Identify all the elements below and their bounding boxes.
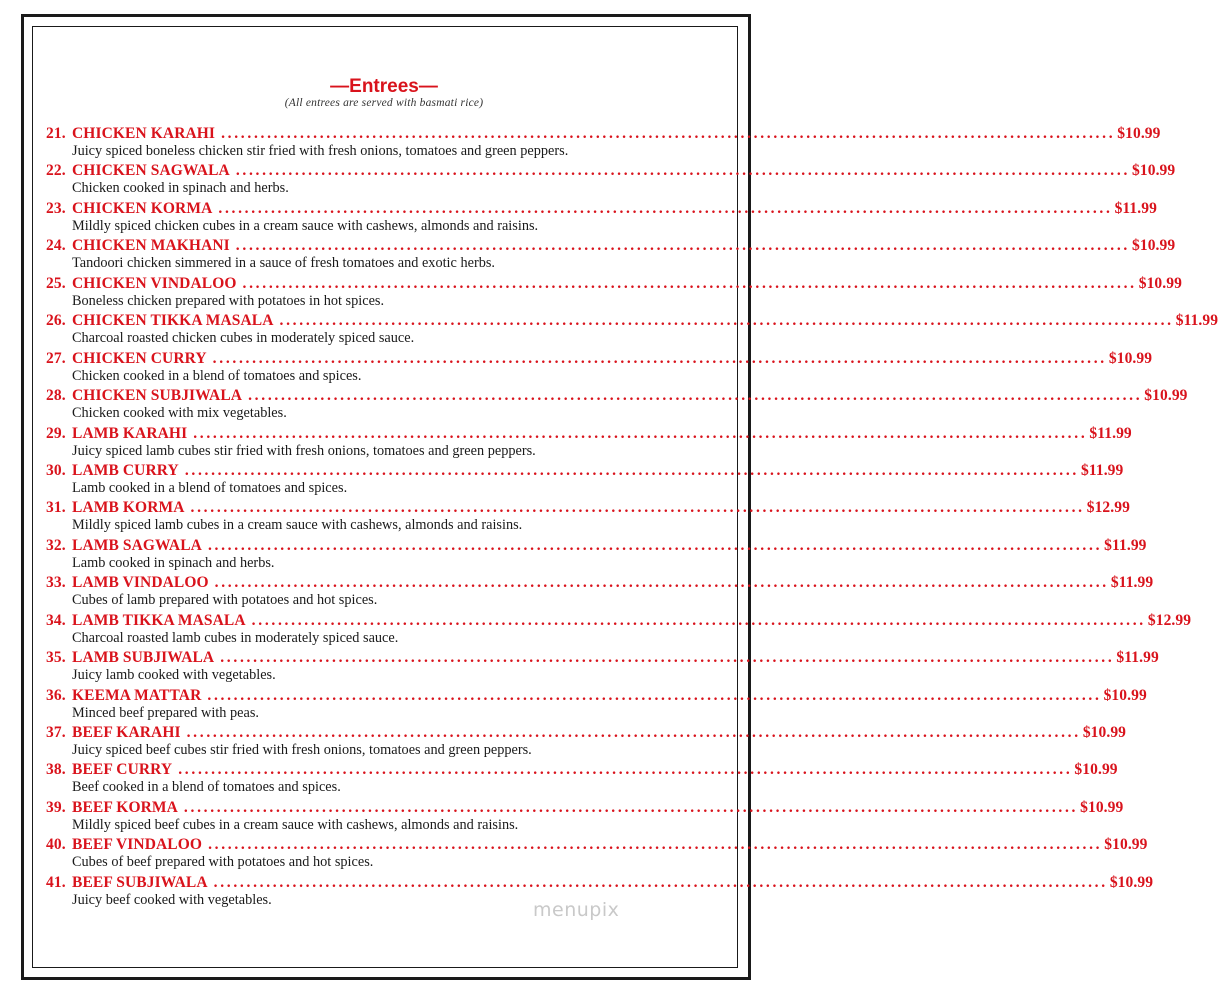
menu-item-header bbox=[46, 873, 1154, 892]
item-number: 23. bbox=[46, 199, 66, 217]
item-price: $10.99 bbox=[1109, 873, 1154, 891]
item-number: 31. bbox=[46, 499, 66, 517]
menu-item bbox=[46, 312, 1218, 349]
item-price: $10.99 bbox=[1104, 836, 1148, 854]
item-description: Mildly spiced chicken cubes in a cream sauce with cashews, almonds and raisins. bbox=[72, 217, 539, 234]
item-price: $10.99 bbox=[1103, 686, 1147, 704]
item-number: 36. bbox=[46, 686, 66, 704]
menu-item-header bbox=[46, 611, 1192, 630]
item-number: 29. bbox=[46, 424, 66, 442]
item-number: 22. bbox=[46, 162, 66, 180]
item-description: Cubes of beef prepared with potatoes and hot spices. bbox=[72, 854, 374, 871]
menu-item-header bbox=[46, 761, 1118, 779]
item-number: 26. bbox=[46, 312, 66, 330]
item-name: CHICKEN SAGWALA bbox=[72, 162, 230, 180]
watermark-logo: menupix bbox=[533, 899, 620, 921]
dot-leader: ........................................................................................................................................ bbox=[193, 424, 1088, 442]
item-price: $10.99 bbox=[1074, 761, 1118, 779]
menu-item-header bbox=[46, 162, 1176, 180]
item-name: LAMB KARAHI bbox=[72, 424, 188, 442]
item-price: $11.99 bbox=[1081, 461, 1124, 479]
item-price: $10.99 bbox=[1132, 237, 1176, 255]
menu-item-header bbox=[46, 836, 1148, 854]
dot-leader: ........................................................................................................................................ bbox=[213, 873, 1108, 891]
dot-leader: ........................................................................................................................................ bbox=[178, 761, 1073, 779]
dot-leader: ........................................................................................................................................ bbox=[221, 125, 1116, 142]
menu-item-header bbox=[46, 649, 1159, 667]
item-description: Cubes of lamb prepared with potatoes and hot spices. bbox=[72, 592, 378, 609]
item-number: 37. bbox=[46, 724, 66, 741]
item-description: Lamb cooked in spinach and herbs. bbox=[72, 554, 275, 571]
item-price: $11.99 bbox=[1116, 649, 1159, 667]
dot-leader: ........................................................................................................................................ bbox=[207, 686, 1102, 704]
dot-leader: ........................................................................................................................................ bbox=[251, 611, 1146, 629]
item-number: 27. bbox=[46, 349, 66, 367]
item-number: 39. bbox=[46, 798, 66, 816]
menu-item bbox=[46, 761, 1118, 798]
menu-item-header bbox=[46, 199, 1157, 218]
menu-item-header bbox=[46, 312, 1218, 330]
item-description: Chicken cooked in a blend of tomatoes and spices. bbox=[72, 367, 362, 384]
item-description: Boneless chicken prepared with potatoes in hot spices. bbox=[72, 292, 385, 309]
dot-leader: ........................................................................................................................................ bbox=[208, 836, 1103, 854]
item-number: 41. bbox=[46, 873, 66, 891]
menu-item bbox=[46, 836, 1148, 873]
item-price: $10.99 bbox=[1117, 125, 1161, 142]
menu-item-header bbox=[46, 724, 1127, 742]
item-number: 21. bbox=[46, 125, 66, 142]
item-price: $10.99 bbox=[1082, 724, 1127, 741]
item-name: KEEMA MATTAR bbox=[72, 686, 202, 704]
dot-leader: ........................................................................................................................................ bbox=[279, 312, 1174, 330]
item-name: BEEF VINDALOO bbox=[72, 836, 203, 854]
menu-item bbox=[46, 649, 1159, 686]
menu-item bbox=[46, 686, 1147, 724]
item-description: Juicy beef cooked with vegetables. bbox=[72, 891, 272, 908]
item-name: LAMB TIKKA MASALA bbox=[72, 611, 246, 629]
item-description: Beef cooked in a blend of tomatoes and spices. bbox=[72, 779, 341, 796]
item-description: Charcoal roasted lamb cubes in moderately spiced sauce. bbox=[72, 629, 399, 646]
dot-leader: ........................................................................................................................................ bbox=[220, 649, 1115, 667]
item-number: 40. bbox=[46, 836, 66, 854]
menu-item bbox=[46, 461, 1124, 499]
menu-item bbox=[46, 536, 1147, 574]
menu-item bbox=[46, 499, 1130, 536]
item-description: Mildly spiced lamb cubes in a cream sauce with cashews, almonds and raisins. bbox=[72, 517, 523, 534]
item-description: Juicy lamb cooked with vegetables. bbox=[72, 667, 276, 684]
item-number: 28. bbox=[46, 387, 66, 405]
menu-item-header bbox=[46, 387, 1188, 405]
dot-leader: ........................................................................................................................................ bbox=[190, 499, 1085, 517]
menu-item-header bbox=[46, 237, 1176, 255]
item-number: 30. bbox=[46, 461, 66, 479]
dot-leader: ........................................................................................................................................ bbox=[248, 387, 1143, 405]
menu-item bbox=[46, 387, 1188, 424]
item-name: BEEF SUBJIWALA bbox=[72, 873, 208, 891]
item-description: Juicy spiced boneless chicken stir fried with fresh onions, tomatoes and green peppers. bbox=[72, 143, 569, 159]
item-price: $10.99 bbox=[1080, 798, 1124, 816]
item-description: Juicy spiced lamb cubes stir fried with fresh onions, tomatoes and green peppers. bbox=[72, 442, 536, 459]
item-name: CHICKEN SUBJIWALA bbox=[72, 387, 243, 405]
entree-list bbox=[46, 125, 1218, 911]
item-description: Charcoal roasted chicken cubes in moderately spiced sauce. bbox=[72, 330, 415, 347]
menu-item bbox=[46, 349, 1153, 387]
item-number: 34. bbox=[46, 611, 66, 629]
item-description: Mildly spiced beef cubes in a cream sauce with cashews, almonds and raisins. bbox=[72, 816, 519, 833]
menu-item-header bbox=[46, 274, 1182, 293]
item-price: $11.99 bbox=[1175, 312, 1218, 330]
menu-item-header bbox=[46, 686, 1147, 705]
section-title: —Entrees— bbox=[330, 76, 438, 97]
dot-leader: ........................................................................................................................................ bbox=[218, 199, 1113, 217]
menu-item-header bbox=[46, 798, 1124, 817]
menu-item bbox=[46, 162, 1176, 199]
item-description: Chicken cooked with mix vegetables. bbox=[72, 405, 287, 422]
menu-item-header bbox=[46, 536, 1147, 555]
item-name: BEEF KARAHI bbox=[72, 724, 181, 741]
menu-item-header bbox=[46, 499, 1130, 517]
item-name: LAMB SAGWALA bbox=[72, 536, 202, 554]
menu-item-header bbox=[46, 349, 1153, 368]
item-name: CHICKEN KARAHI bbox=[72, 125, 216, 142]
dot-leader: ........................................................................................................................................ bbox=[212, 349, 1107, 367]
item-name: BEEF CURRY bbox=[72, 761, 173, 779]
item-name: CHICKEN CURRY bbox=[72, 349, 207, 367]
menu-item bbox=[46, 873, 1154, 911]
item-name: LAMB SUBJIWALA bbox=[72, 649, 215, 667]
item-price: $12.99 bbox=[1147, 611, 1192, 629]
item-number: 24. bbox=[46, 237, 66, 255]
dot-leader: ........................................................................................................................................ bbox=[183, 798, 1079, 816]
item-name: LAMB VINDALOO bbox=[72, 574, 209, 592]
item-price: $12.99 bbox=[1086, 499, 1130, 517]
item-name: CHICKEN MAKHANI bbox=[72, 237, 230, 255]
item-name: CHICKEN VINDALOO bbox=[72, 274, 237, 292]
item-name: BEEF KORMA bbox=[72, 798, 178, 816]
item-number: 25. bbox=[46, 274, 66, 292]
menu-item-header bbox=[46, 461, 1124, 480]
item-price: $11.99 bbox=[1114, 199, 1157, 217]
item-number: 35. bbox=[46, 649, 66, 667]
item-number: 38. bbox=[46, 761, 66, 779]
menu-item bbox=[46, 424, 1132, 462]
menu-item bbox=[46, 274, 1182, 312]
menu-item bbox=[46, 574, 1154, 611]
menu-item-header bbox=[46, 574, 1154, 592]
section-subtitle: (All entrees are served with basmati rice) bbox=[284, 97, 484, 109]
item-description: Juicy spiced beef cubes stir fried with fresh onions, tomatoes and green peppers. bbox=[72, 742, 532, 758]
item-price: $11.99 bbox=[1110, 574, 1154, 592]
dot-leader: ........................................................................................................................................ bbox=[242, 274, 1137, 292]
item-description: Tandoori chicken simmered in a sauce of fresh tomatoes and exotic herbs. bbox=[72, 255, 495, 272]
item-price: $11.99 bbox=[1089, 424, 1132, 442]
item-number: 32. bbox=[46, 536, 66, 554]
item-name: LAMB KORMA bbox=[72, 499, 185, 517]
menu-item bbox=[46, 237, 1176, 274]
item-price: $10.99 bbox=[1138, 274, 1182, 292]
item-price: $10.99 bbox=[1132, 162, 1176, 180]
dot-leader: ........................................................................................................................................ bbox=[184, 461, 1080, 479]
dot-leader: ........................................................................................................................................ bbox=[186, 724, 1081, 741]
item-name: CHICKEN TIKKA MASALA bbox=[72, 312, 274, 330]
dot-leader: ........................................................................................................................................ bbox=[235, 237, 1130, 255]
dot-leader: ........................................................................................................................................ bbox=[235, 162, 1131, 180]
menu-item bbox=[46, 199, 1157, 237]
menu-item bbox=[46, 125, 1161, 162]
menu-item-header bbox=[46, 424, 1132, 443]
item-description: Chicken cooked in spinach and herbs. bbox=[72, 180, 289, 197]
item-price: $10.99 bbox=[1108, 349, 1153, 367]
menu-item bbox=[46, 611, 1192, 649]
menu-item bbox=[46, 724, 1127, 761]
item-price: $10.99 bbox=[1144, 387, 1188, 405]
menu-item bbox=[46, 798, 1124, 836]
item-description: Minced beef prepared with peas. bbox=[72, 704, 259, 721]
dot-leader: ........................................................................................................................................ bbox=[207, 536, 1103, 554]
item-number: 33. bbox=[46, 574, 66, 592]
item-name: CHICKEN KORMA bbox=[72, 199, 213, 217]
item-price: $11.99 bbox=[1104, 536, 1147, 554]
menu-item-header bbox=[46, 125, 1161, 143]
item-name: LAMB CURRY bbox=[72, 461, 179, 479]
item-description: Lamb cooked in a blend of tomatoes and spices. bbox=[72, 479, 348, 496]
dot-leader: ........................................................................................................................................ bbox=[214, 574, 1109, 592]
